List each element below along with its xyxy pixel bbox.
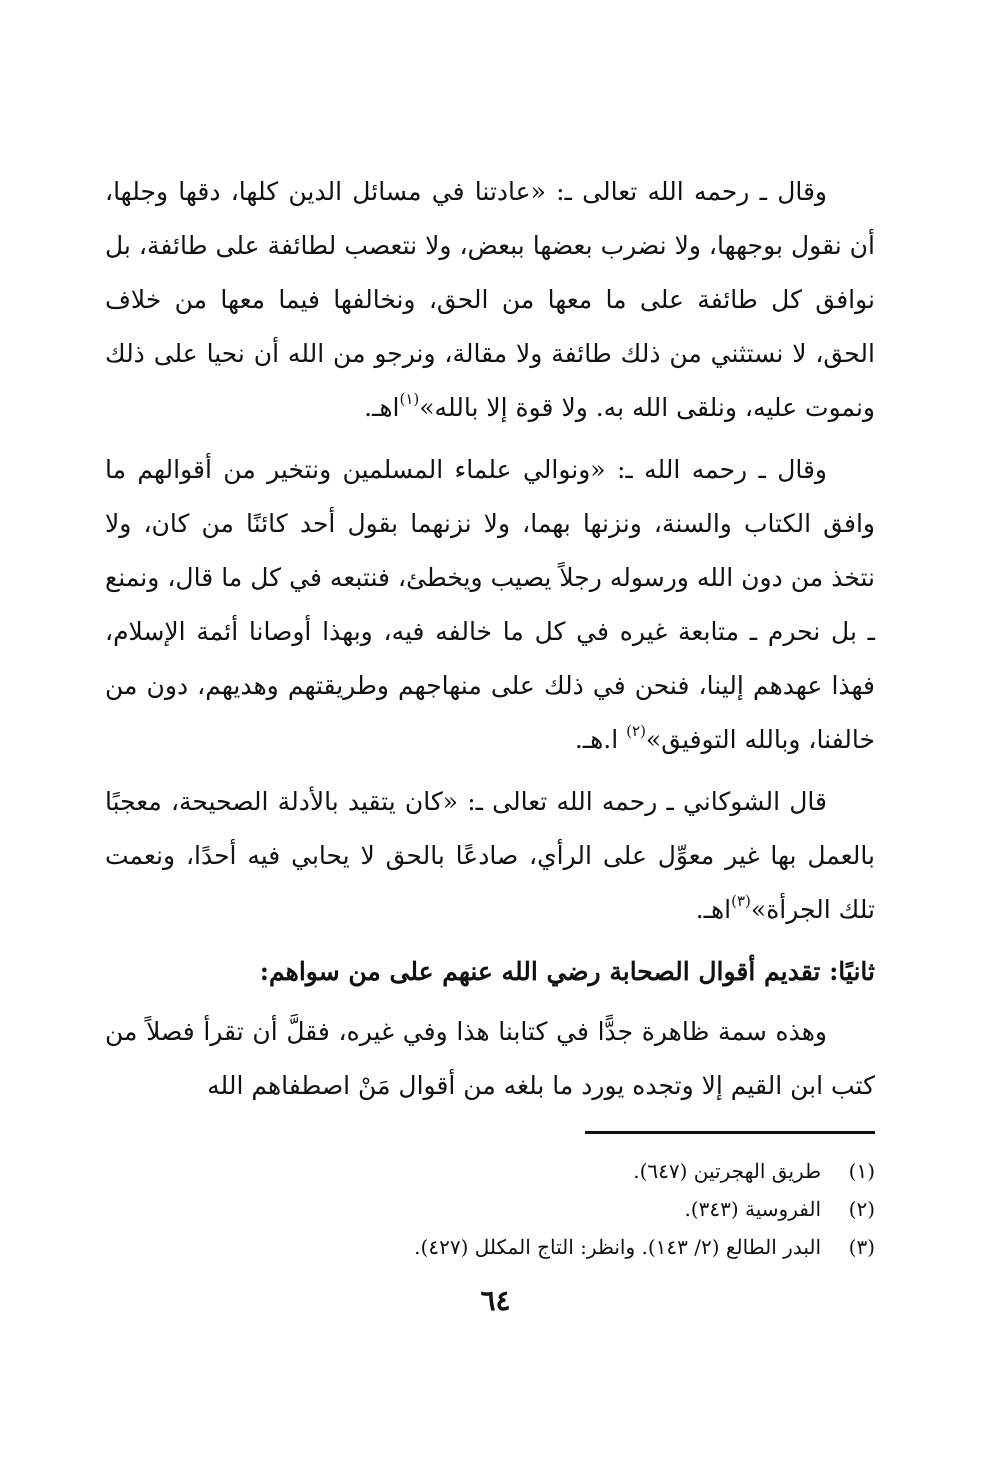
paragraph-1-tail: اهـ. [364, 393, 400, 422]
paragraph-3-text: قال الشوكاني ـ رحمه الله تعالى ـ: «كان يتقيد بالأدلة الصحيحة، معجبًا بالعمل بها غير معوِّل على الرأي، صادعًا بالحق لا يحابي فيه أحدًا، ونعمت تلك الجرأة» [105, 787, 875, 924]
paragraph-1 [105, 165, 875, 435]
footnote-text: البدر الطالع (٢/ ١٤٣). وانظر: التاج المكلل (٤٢٧). [414, 1235, 821, 1259]
footnote-divider [585, 1131, 875, 1134]
closing-paragraph [105, 1005, 875, 1113]
footnote-ref-3[interactable]: (٣) [731, 892, 751, 910]
footnote-ref-2[interactable]: (٢) [626, 722, 646, 740]
footnote-text: طريق الهجرتين (٦٤٧). [633, 1159, 821, 1183]
closing-paragraph-text: وهذه سمة ظاهرة جدًّا في كتابنا هذا وفي غيره، فقلَّ أن تقرأ فصلاً من كتب ابن القيم إلا وتجده يورد ما بلغه من أقوال مَنْ اصطفاهم الله [105, 1017, 875, 1100]
footnote-number: (٢) [848, 1197, 875, 1221]
footnote-item [115, 1152, 875, 1190]
paragraph-1-text: وقال ـ رحمه الله تعالى ـ: «عادتنا في مسائل الدين كلها، دقها وجلها، أن نقول بوجهها، ولا نضرب بعضها ببعض، ولا نتعصب لطائفة على طائفة، بل نوافق كل طائفة على ما معها من الحق، ونخالفها فيما معها من خلاف الحق، لا نستثني من ذلك طائفة ولا مقالة، ونرجو من الله أن نحيا على ذلك ونموت عليه، ونلقى الله به. ولا قوة إلا بالله» [105, 177, 875, 422]
section-heading [105, 945, 875, 999]
paragraph-3 [105, 775, 875, 937]
footnote-number: (٣) [848, 1235, 875, 1259]
paragraph-2 [105, 443, 875, 767]
paragraph-3-tail: اهـ. [695, 895, 732, 924]
page-body [105, 165, 875, 1121]
section-heading-label: ثانيًا: [829, 957, 875, 986]
paragraph-2-tail: ا.هـ. [574, 725, 619, 754]
footnote-ref-1[interactable]: (١) [399, 390, 420, 408]
footnotes [115, 1152, 875, 1266]
footnote-text: الفروسية (٣٤٣). [684, 1197, 821, 1221]
paragraph-2-text: وقال ـ رحمه الله ـ: «ونوالي علماء المسلمين ونتخير من أقوالهم ما وافق الكتاب والسنة، ونزنها بهما، ولا نزنهما بقول أحد كائنًا من كان، ولا نتخذ من دون الله ورسوله رجلاً يصيب ويخطئ، فنتبعه في كل ما قال، ونمنع ـ بل نحرم ـ متابعة غيره في كل ما خالفه فيه، وبهذا أوصانا أئمة الإسلام، فهذا عهدهم إلينا، فنحن في ذلك على منهاجهم وطريقتهم وهديهم، دون من خالفنا، وبالله التوفيق» [105, 455, 875, 754]
section-heading-text: تقديم أقوال الصحابة رضي الله عنهم على من سواهم: [259, 957, 821, 986]
footnote-item [115, 1228, 875, 1266]
page-number: ٦٤ [480, 1284, 511, 1317]
footnote-number: (١) [848, 1159, 875, 1183]
footnote-item [115, 1190, 875, 1228]
